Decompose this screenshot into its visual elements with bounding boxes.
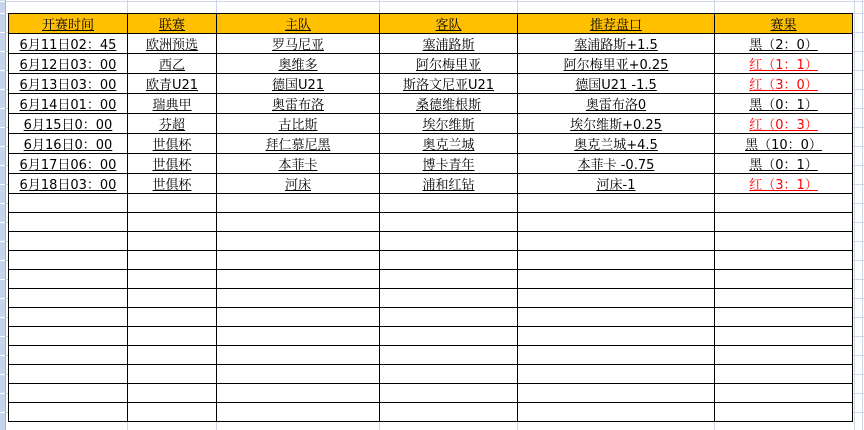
empty-cell[interactable] — [518, 251, 715, 270]
empty-cell[interactable] — [217, 232, 380, 251]
cell-away[interactable]: 奥克兰城 — [380, 134, 518, 154]
empty-cell[interactable] — [518, 346, 715, 365]
empty-cell[interactable] — [9, 327, 128, 346]
cell-league[interactable]: 瑞典甲 — [128, 94, 217, 114]
empty-cell[interactable] — [380, 194, 518, 213]
cell-handicap[interactable]: 塞浦路斯+1.5 — [518, 34, 715, 54]
cell-home[interactable]: 古比斯 — [217, 114, 380, 134]
empty-cell[interactable] — [380, 251, 518, 270]
empty-cell[interactable] — [9, 232, 128, 251]
empty-cell[interactable] — [9, 308, 128, 327]
empty-cell[interactable] — [715, 384, 853, 403]
empty-cell[interactable] — [380, 232, 518, 251]
cell-home[interactable]: 奥雷布洛 — [217, 94, 380, 114]
empty-cell[interactable] — [715, 270, 853, 289]
empty-cell[interactable] — [217, 365, 380, 384]
header-league[interactable]: 联赛 — [128, 14, 217, 34]
cell-home[interactable]: 拜仁慕尼黑 — [217, 134, 380, 154]
cell-league[interactable]: 世俱杯 — [128, 154, 217, 174]
sheet-gridline — [854, 0, 855, 430]
empty-cell[interactable] — [518, 232, 715, 251]
cell-time[interactable]: 6月11日02：45 — [9, 34, 128, 54]
empty-cell[interactable] — [518, 308, 715, 327]
row-header-strip — [0, 0, 6, 430]
cell-away[interactable]: 塞浦路斯 — [380, 34, 518, 54]
empty-cell[interactable] — [715, 251, 853, 270]
empty-cell[interactable] — [217, 346, 380, 365]
cell-away[interactable]: 埃尔维斯 — [380, 114, 518, 134]
empty-row — [9, 308, 853, 327]
empty-cell[interactable] — [9, 213, 128, 232]
empty-cell[interactable] — [518, 384, 715, 403]
cell-result[interactable]: 红（3：1） — [715, 174, 853, 194]
cell-away[interactable]: 阿尔梅里亚 — [380, 54, 518, 74]
header-handicap[interactable]: 推荐盘口 — [518, 14, 715, 34]
empty-cell[interactable] — [380, 403, 518, 422]
empty-cell[interactable] — [518, 289, 715, 308]
match-row — [9, 74, 853, 94]
cell-time[interactable]: 6月15日0：00 — [9, 114, 128, 134]
empty-cell[interactable] — [9, 346, 128, 365]
empty-cell[interactable] — [715, 346, 853, 365]
cell-time[interactable]: 6月17日06：00 — [9, 154, 128, 174]
empty-row — [9, 289, 853, 308]
table-body — [9, 34, 853, 422]
empty-cell[interactable] — [9, 289, 128, 308]
cell-time[interactable]: 6月16日0：00 — [9, 134, 128, 154]
cell-league[interactable]: 世俱杯 — [128, 134, 217, 154]
empty-cell[interactable] — [380, 213, 518, 232]
match-row — [9, 134, 853, 154]
cell-time[interactable]: 6月18日03：00 — [9, 174, 128, 194]
cell-result[interactable]: 黑（0：1） — [715, 154, 853, 174]
empty-row — [9, 194, 853, 213]
cell-time[interactable]: 6月14日01：00 — [9, 94, 128, 114]
cell-league[interactable]: 芬超 — [128, 114, 217, 134]
empty-cell[interactable] — [715, 213, 853, 232]
match-row — [9, 114, 853, 134]
empty-cell[interactable] — [128, 270, 217, 289]
cell-league[interactable]: 欧青U21 — [128, 74, 217, 94]
empty-cell[interactable] — [715, 403, 853, 422]
empty-cell[interactable] — [380, 346, 518, 365]
cell-handicap[interactable]: 德国U21 -1.5 — [518, 74, 715, 94]
cell-away[interactable]: 博卡青年 — [380, 154, 518, 174]
empty-cell[interactable] — [9, 384, 128, 403]
cell-time[interactable]: 6月12日03：00 — [9, 54, 128, 74]
header-result[interactable]: 赛果 — [715, 14, 853, 34]
cell-handicap[interactable]: 阿尔梅里亚+0.25 — [518, 54, 715, 74]
empty-cell[interactable] — [715, 194, 853, 213]
empty-cell[interactable] — [128, 251, 217, 270]
match-row — [9, 54, 853, 74]
empty-cell[interactable] — [380, 384, 518, 403]
empty-cell[interactable] — [128, 403, 217, 422]
cell-away[interactable]: 斯洛文尼亚U21 — [380, 74, 518, 94]
match-row — [9, 34, 853, 54]
cell-handicap[interactable]: 奥雷布洛0 — [518, 94, 715, 114]
empty-cell[interactable] — [518, 403, 715, 422]
empty-row — [9, 251, 853, 270]
table-header — [9, 14, 853, 34]
empty-cell[interactable] — [380, 270, 518, 289]
empty-cell[interactable] — [518, 194, 715, 213]
empty-row — [9, 403, 853, 422]
empty-cell[interactable] — [128, 289, 217, 308]
empty-cell[interactable] — [380, 365, 518, 384]
empty-cell[interactable] — [9, 403, 128, 422]
match-row — [9, 174, 853, 194]
empty-cell[interactable] — [217, 194, 380, 213]
cell-home[interactable]: 本菲卡 — [217, 154, 380, 174]
cell-result[interactable]: 红（0：3） — [715, 114, 853, 134]
matches-table — [8, 13, 853, 422]
sheet-gridline — [862, 0, 863, 430]
empty-cell[interactable] — [518, 213, 715, 232]
empty-cell[interactable] — [9, 251, 128, 270]
cell-result[interactable]: 黑（10：0） — [715, 134, 853, 154]
cell-handicap[interactable]: 河床-1 — [518, 174, 715, 194]
empty-cell[interactable] — [128, 194, 217, 213]
empty-cell[interactable] — [217, 289, 380, 308]
cell-result[interactable]: 黑（0：1） — [715, 94, 853, 114]
header-home-team[interactable]: 主队 — [217, 14, 380, 34]
header-time[interactable]: 开赛时间 — [9, 14, 128, 34]
empty-cell[interactable] — [128, 365, 217, 384]
empty-cell[interactable] — [380, 308, 518, 327]
empty-cell[interactable] — [9, 270, 128, 289]
cell-home[interactable]: 德国U21 — [217, 74, 380, 94]
cell-time[interactable]: 6月13日03：00 — [9, 74, 128, 94]
header-away-team[interactable]: 客队 — [380, 14, 518, 34]
empty-cell[interactable] — [217, 308, 380, 327]
empty-row — [9, 365, 853, 384]
cell-home[interactable]: 奥维多 — [217, 54, 380, 74]
empty-cell[interactable] — [128, 232, 217, 251]
empty-cell[interactable] — [715, 289, 853, 308]
match-row — [9, 94, 853, 114]
empty-cell[interactable] — [217, 213, 380, 232]
cell-league[interactable]: 欧洲预选 — [128, 34, 217, 54]
empty-cell[interactable] — [715, 365, 853, 384]
cell-home[interactable]: 罗马尼亚 — [217, 34, 380, 54]
empty-row — [9, 327, 853, 346]
cell-result[interactable]: 红（3：0） — [715, 74, 853, 94]
empty-cell[interactable] — [128, 308, 217, 327]
cell-home[interactable]: 河床 — [217, 174, 380, 194]
empty-cell[interactable] — [518, 270, 715, 289]
cell-result[interactable]: 黑（2：0） — [715, 34, 853, 54]
empty-cell[interactable] — [217, 327, 380, 346]
cell-league[interactable]: 世俱杯 — [128, 174, 217, 194]
empty-cell[interactable] — [715, 232, 853, 251]
cell-away[interactable]: 浦和红钻 — [380, 174, 518, 194]
cell-away[interactable]: 桑德维根斯 — [380, 94, 518, 114]
cell-handicap[interactable]: 奥克兰城+4.5 — [518, 134, 715, 154]
empty-row — [9, 232, 853, 251]
empty-cell[interactable] — [217, 384, 380, 403]
match-row — [9, 154, 853, 174]
empty-row — [9, 346, 853, 365]
empty-cell[interactable] — [128, 346, 217, 365]
empty-cell[interactable] — [128, 213, 217, 232]
empty-cell[interactable] — [518, 365, 715, 384]
empty-cell[interactable] — [128, 327, 217, 346]
empty-cell[interactable] — [217, 403, 380, 422]
cell-league[interactable]: 西乙 — [128, 54, 217, 74]
cell-handicap[interactable]: 埃尔维斯+0.25 — [518, 114, 715, 134]
empty-cell[interactable] — [715, 327, 853, 346]
empty-cell[interactable] — [9, 194, 128, 213]
cell-handicap[interactable]: 本菲卡 -0.75 — [518, 154, 715, 174]
empty-row — [9, 270, 853, 289]
empty-cell[interactable] — [518, 327, 715, 346]
empty-cell[interactable] — [380, 289, 518, 308]
empty-cell[interactable] — [217, 251, 380, 270]
empty-cell[interactable] — [128, 384, 217, 403]
empty-row — [9, 213, 853, 232]
empty-row — [9, 384, 853, 403]
empty-cell[interactable] — [380, 327, 518, 346]
empty-cell[interactable] — [715, 308, 853, 327]
empty-cell[interactable] — [9, 365, 128, 384]
empty-cell[interactable] — [217, 270, 380, 289]
header-row — [9, 14, 853, 34]
cell-result[interactable]: 红（1：1） — [715, 54, 853, 74]
